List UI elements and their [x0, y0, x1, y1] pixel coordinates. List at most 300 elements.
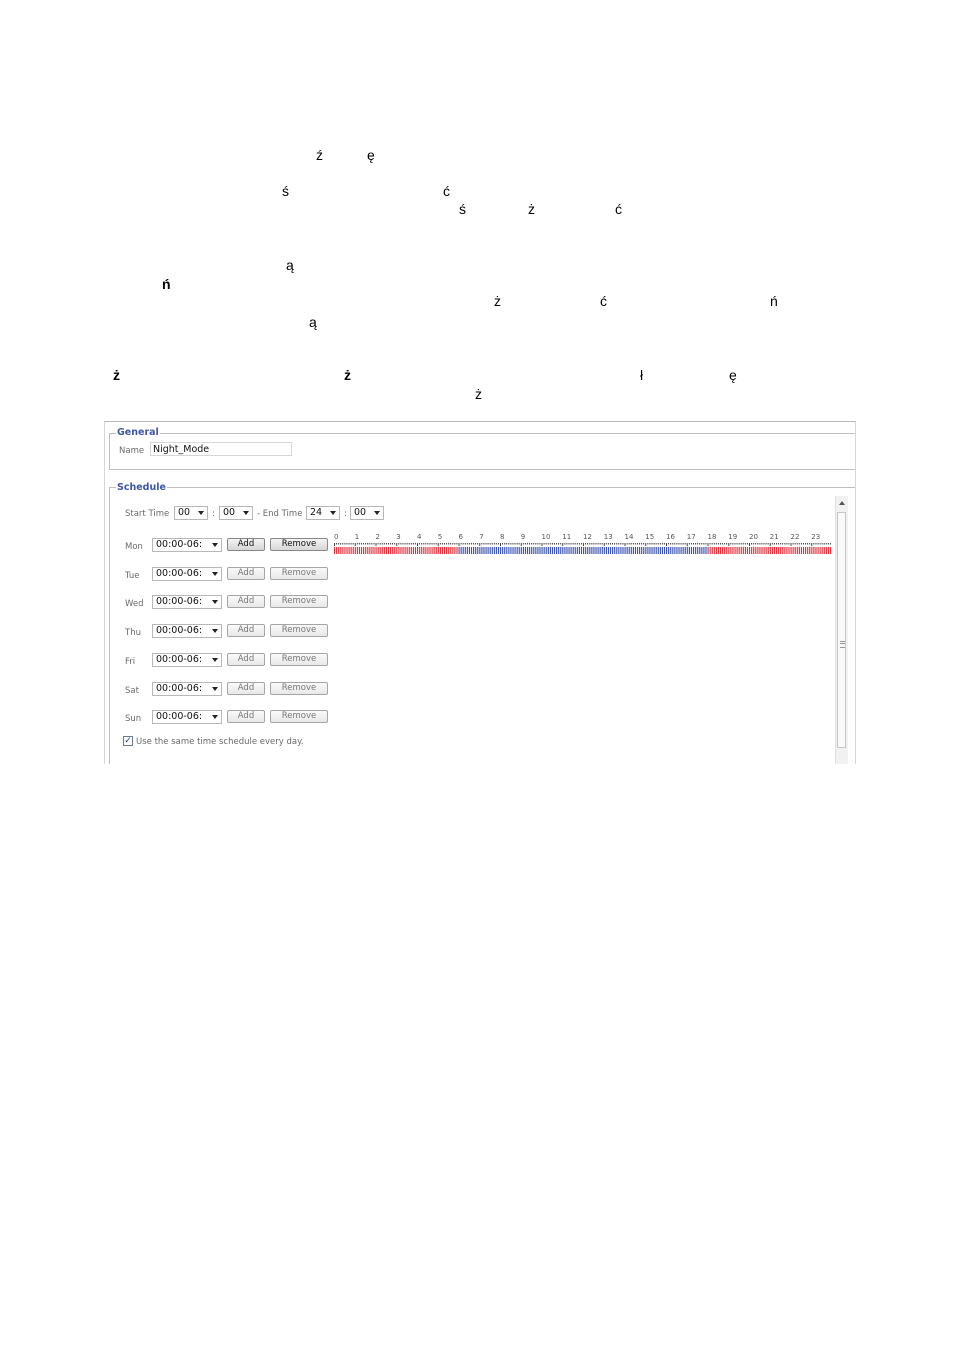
timeline-slot[interactable] [627, 547, 628, 554]
timeline-slot[interactable] [479, 547, 480, 554]
timeline-slot[interactable] [591, 547, 592, 554]
timeline-slot[interactable] [635, 547, 636, 554]
timeline-slot[interactable] [724, 547, 725, 554]
timeline-slot[interactable] [776, 547, 777, 554]
timeline-slot[interactable] [481, 547, 482, 554]
timeline-slot[interactable] [461, 547, 462, 554]
timeline-slot[interactable] [820, 547, 821, 554]
tue-add-button[interactable]: Add [227, 567, 265, 580]
timeline-slot[interactable] [359, 547, 360, 554]
timeline-slot[interactable] [803, 547, 804, 554]
timeline-slot[interactable] [730, 547, 731, 554]
timeline-slot[interactable] [805, 547, 806, 554]
timeline-slot[interactable] [759, 547, 760, 554]
timeline-slot[interactable] [693, 547, 694, 554]
timeline-slot[interactable] [780, 547, 781, 554]
timeline-slot[interactable] [554, 547, 555, 554]
timeline-slot[interactable] [440, 547, 441, 554]
timeline-slot[interactable] [459, 547, 460, 554]
timeline-tick [730, 543, 731, 545]
timeline-slot[interactable] [533, 547, 534, 554]
timeline-slot[interactable] [488, 547, 489, 554]
sun-remove-button[interactable]: Remove [270, 710, 328, 723]
timeline-slot[interactable] [442, 547, 443, 554]
timeline-slot[interactable] [342, 547, 343, 554]
timeline-slot[interactable] [705, 547, 706, 554]
day-label: Thu [125, 628, 141, 639]
timeline-slot[interactable] [367, 547, 368, 554]
hour-tick-label: 22 [790, 533, 800, 541]
timeline-slot[interactable] [782, 547, 783, 554]
timeline-slot[interactable] [612, 547, 613, 554]
timeline-slot[interactable] [813, 547, 814, 554]
timeline-slot[interactable] [666, 547, 667, 554]
timeline-slot[interactable] [485, 547, 486, 554]
timeline-slot[interactable] [349, 547, 350, 554]
timeline-tick [342, 543, 343, 545]
scrollbar-thumb[interactable] [837, 512, 846, 748]
timeline-slot[interactable] [515, 547, 516, 554]
timeline-slot[interactable] [502, 547, 503, 554]
timeline-slot[interactable] [388, 547, 389, 554]
timeline-slot[interactable] [614, 547, 615, 554]
timeline-slot[interactable] [564, 547, 565, 554]
timeline-slot[interactable] [376, 547, 377, 554]
timeline-slot[interactable] [407, 547, 408, 554]
wed-range-select[interactable] [152, 595, 222, 609]
timeline-slot[interactable] [751, 547, 752, 554]
timeline-slot[interactable] [720, 547, 721, 554]
timeline-slot[interactable] [651, 547, 652, 554]
timeline-slot[interactable] [469, 547, 470, 554]
timeline-slot[interactable] [579, 547, 580, 554]
fri-remove-button[interactable]: Remove [270, 653, 328, 666]
timeline-slot[interactable] [712, 547, 713, 554]
timeline-slot[interactable] [506, 547, 507, 554]
text-glyph: ć [615, 201, 622, 217]
timeline-slot[interactable] [496, 547, 497, 554]
timeline-slot[interactable] [577, 547, 578, 554]
timeline-slot[interactable] [604, 547, 605, 554]
timeline-slot[interactable] [371, 547, 372, 554]
timeline-tick [589, 543, 590, 545]
timeline-slot[interactable] [421, 547, 422, 554]
timeline-slot[interactable] [643, 547, 644, 554]
timeline-slot[interactable] [768, 547, 769, 554]
timeline-tick [631, 543, 632, 545]
sun-add-button[interactable]: Add [227, 710, 265, 723]
timeline-slot[interactable] [660, 547, 661, 554]
timeline-slot[interactable] [639, 547, 640, 554]
hour-tick-label: 18 [707, 533, 717, 541]
timeline-slot[interactable] [357, 547, 358, 554]
timeline-slot[interactable] [438, 547, 439, 554]
timeline-slot[interactable] [606, 547, 607, 554]
same-schedule-checkbox[interactable] [123, 736, 133, 746]
timeline-slot[interactable] [378, 547, 379, 554]
timeline-slot[interactable] [450, 547, 451, 554]
timeline-slot[interactable] [600, 547, 601, 554]
timeline-slot[interactable] [355, 547, 356, 554]
timeline-slot[interactable] [446, 547, 447, 554]
timeline-slot[interactable] [585, 547, 586, 554]
timeline-slot[interactable] [550, 547, 551, 554]
timeline-slot[interactable] [745, 547, 746, 554]
timeline-slot[interactable] [527, 547, 528, 554]
timeline-slot[interactable] [807, 547, 808, 554]
timeline-slot[interactable] [560, 547, 561, 554]
timeline-slot[interactable] [508, 547, 509, 554]
timeline-slot[interactable] [429, 547, 430, 554]
timeline-slot[interactable] [722, 547, 723, 554]
timeline-slot[interactable] [766, 547, 767, 554]
timeline-slot[interactable] [471, 547, 472, 554]
timeline-slot[interactable] [755, 547, 756, 554]
timeline-slot[interactable] [423, 547, 424, 554]
timeline-slot[interactable] [373, 547, 374, 554]
timeline-slot[interactable] [716, 547, 717, 554]
timeline-slot[interactable] [568, 547, 569, 554]
timeline-slot[interactable] [542, 547, 543, 554]
timeline-slot[interactable] [494, 547, 495, 554]
timeline-tick [732, 543, 733, 545]
timeline-tick [380, 543, 381, 545]
timeline-slot[interactable] [689, 547, 690, 554]
timeline-slot[interactable] [425, 547, 426, 554]
timeline-slot[interactable] [334, 547, 335, 554]
timeline-slot[interactable] [500, 547, 501, 554]
day-label: Wed [125, 599, 144, 610]
mon-add-button[interactable]: Add [227, 538, 265, 551]
timeline-slot[interactable] [602, 547, 603, 554]
timeline-tick [764, 543, 765, 545]
wed-add-button[interactable]: Add [227, 595, 265, 608]
timeline-slot[interactable] [492, 547, 493, 554]
fri-range-select[interactable] [152, 653, 222, 667]
timeline-slot[interactable] [637, 547, 638, 554]
timeline-tick [349, 543, 350, 545]
timeline-slot[interactable] [415, 547, 416, 554]
timeline-slot[interactable] [394, 547, 395, 554]
timeline-slot[interactable] [772, 547, 773, 554]
timeline-slot[interactable] [409, 547, 410, 554]
timeline-slot[interactable] [747, 547, 748, 554]
timeline-slot[interactable] [718, 547, 719, 554]
timeline-slot[interactable] [784, 547, 785, 554]
mon-remove-button[interactable]: Remove [270, 538, 328, 551]
timeline-slot[interactable] [622, 547, 623, 554]
timeline-slot[interactable] [620, 547, 621, 554]
timeline-tick [492, 543, 493, 545]
timeline-slot[interactable] [581, 547, 582, 554]
timeline-tick [531, 543, 532, 545]
timeline-slot[interactable] [465, 547, 466, 554]
timeline-slot[interactable] [691, 547, 692, 554]
timeline-slot[interactable] [625, 547, 626, 554]
timeline-slot[interactable] [764, 547, 765, 554]
timeline-slot[interactable] [664, 547, 665, 554]
timeline-slot[interactable] [631, 547, 632, 554]
timeline-slot[interactable] [571, 547, 572, 554]
timeline-slot[interactable] [413, 547, 414, 554]
timeline-slot[interactable] [380, 547, 381, 554]
timeline-slot[interactable] [795, 547, 796, 554]
wed-remove-button[interactable]: Remove [270, 595, 328, 608]
timeline-slot[interactable] [676, 547, 677, 554]
timeline-slot[interactable] [467, 547, 468, 554]
timeline-slot[interactable] [799, 547, 800, 554]
timeline-slot[interactable] [556, 547, 557, 554]
timeline-slot[interactable] [363, 547, 364, 554]
timeline-slot[interactable] [809, 547, 810, 554]
timeline-slot[interactable] [390, 547, 391, 554]
start-hour-select[interactable] [174, 506, 208, 520]
timeline-slot[interactable] [629, 547, 630, 554]
timeline-slot[interactable] [616, 547, 617, 554]
timeline-slot[interactable] [732, 547, 733, 554]
timeline-slot[interactable] [649, 547, 650, 554]
timeline-slot[interactable] [529, 547, 530, 554]
mon-range-select[interactable] [152, 538, 222, 552]
timeline-slot[interactable] [741, 547, 742, 554]
timeline-tick [645, 543, 646, 546]
timeline-tick [647, 543, 648, 545]
timeline-tick [502, 543, 503, 545]
timeline-tick [367, 543, 368, 545]
timeline-slot[interactable] [761, 547, 762, 554]
timeline-slot[interactable] [589, 547, 590, 554]
end-minute-select[interactable] [350, 506, 384, 520]
timeline-slot[interactable] [683, 547, 684, 554]
timeline-slot[interactable] [417, 547, 418, 554]
timeline-slot[interactable] [786, 547, 787, 554]
timeline-slot[interactable] [757, 547, 758, 554]
timeline-slot[interactable] [593, 547, 594, 554]
timeline-slot[interactable] [566, 547, 567, 554]
timeline-slot[interactable] [587, 547, 588, 554]
scroll-up-arrow-icon[interactable] [839, 501, 845, 505]
timeline-slot[interactable] [400, 547, 401, 554]
timeline-slot[interactable] [815, 547, 816, 554]
timeline-slot[interactable] [544, 547, 545, 554]
timeline-slot[interactable] [774, 547, 775, 554]
timeline-slot[interactable] [678, 547, 679, 554]
timeline-slot[interactable] [830, 547, 831, 554]
timeline-slot[interactable] [340, 547, 341, 554]
sun-range-select[interactable] [152, 710, 222, 724]
timeline-slot[interactable] [695, 547, 696, 554]
timeline-slot[interactable] [432, 547, 433, 554]
timeline-slot[interactable] [699, 547, 700, 554]
timeline-slot[interactable] [369, 547, 370, 554]
timeline-slot[interactable] [793, 547, 794, 554]
sat-remove-button[interactable]: Remove [270, 682, 328, 695]
timeline-slot[interactable] [737, 547, 738, 554]
timeline-slot[interactable] [452, 547, 453, 554]
timeline-slot[interactable] [419, 547, 420, 554]
timeline-slot[interactable] [583, 547, 584, 554]
range-value: 00:00-06: [156, 539, 203, 550]
timeline-slot[interactable] [749, 547, 750, 554]
tue-remove-button[interactable]: Remove [270, 567, 328, 580]
timeline-slot[interactable] [672, 547, 673, 554]
timeline-slot[interactable] [436, 547, 437, 554]
timeline-slot[interactable] [703, 547, 704, 554]
fri-add-button[interactable]: Add [227, 653, 265, 666]
timeline-slot[interactable] [681, 547, 682, 554]
tue-range-select[interactable] [152, 567, 222, 581]
timeline-slot[interactable] [687, 547, 688, 554]
timeline-slot[interactable] [728, 547, 729, 554]
timeline-slot[interactable] [498, 547, 499, 554]
timeline-slot[interactable] [535, 547, 536, 554]
timeline-slot[interactable] [668, 547, 669, 554]
timeline-slot[interactable] [674, 547, 675, 554]
timeline-slot[interactable] [510, 547, 511, 554]
timeline-slot[interactable] [444, 547, 445, 554]
timeline-slot[interactable] [662, 547, 663, 554]
timeline-slot[interactable] [633, 547, 634, 554]
timeline-slot[interactable] [402, 547, 403, 554]
timeline-slot[interactable] [392, 547, 393, 554]
timeline-slot[interactable] [490, 547, 491, 554]
timeline-slot[interactable] [801, 547, 802, 554]
timeline-slot[interactable] [537, 547, 538, 554]
timeline-tick [701, 543, 702, 545]
timeline-slot[interactable] [384, 547, 385, 554]
timeline-slot[interactable] [456, 547, 457, 554]
timeline-slot[interactable] [382, 547, 383, 554]
timeline-slot[interactable] [645, 547, 646, 554]
timeline-slot[interactable] [531, 547, 532, 554]
thu-range-select[interactable] [152, 624, 222, 638]
timeline-slot[interactable] [743, 547, 744, 554]
timeline-slot[interactable] [573, 547, 574, 554]
start-minute-select[interactable] [219, 506, 253, 520]
timeline-tick [552, 543, 553, 545]
timeline-slot[interactable] [811, 547, 812, 554]
thu-add-button[interactable]: Add [227, 624, 265, 637]
timeline-slot[interactable] [710, 547, 711, 554]
timeline-slot[interactable] [539, 547, 540, 554]
timeline-slot[interactable] [797, 547, 798, 554]
timeline-slot[interactable] [548, 547, 549, 554]
timeline-slot[interactable] [365, 547, 366, 554]
hour-tick-label: 5 [437, 533, 443, 541]
timeline-slot[interactable] [791, 547, 792, 554]
timeline-slot[interactable] [338, 547, 339, 554]
timeline-slot[interactable] [361, 547, 362, 554]
timeline-slot[interactable] [828, 547, 829, 554]
timeline-slot[interactable] [826, 547, 827, 554]
timeline-slot[interactable] [396, 547, 397, 554]
timeline-slot[interactable] [708, 547, 709, 554]
timeline-slot[interactable] [351, 547, 352, 554]
timeline-slot[interactable] [344, 547, 345, 554]
name-input[interactable]: Night_Mode [150, 442, 292, 456]
timeline-slot[interactable] [405, 547, 406, 554]
sat-add-button[interactable]: Add [227, 682, 265, 695]
timeline-slot[interactable] [546, 547, 547, 554]
checkmark-icon: ✓ [124, 736, 132, 746]
timeline-slot[interactable] [647, 547, 648, 554]
timeline-tick [568, 543, 569, 545]
timeline-slot[interactable] [475, 547, 476, 554]
timeline-slot[interactable] [477, 547, 478, 554]
chevron-down-icon [374, 511, 380, 515]
sat-range-select[interactable] [152, 682, 222, 696]
timeline-slot[interactable] [753, 547, 754, 554]
timeline-slot[interactable] [521, 547, 522, 554]
timeline-slot[interactable] [788, 547, 789, 554]
timeline-tick [376, 543, 377, 546]
timeline-slot[interactable] [739, 547, 740, 554]
timeline-tick [683, 543, 684, 545]
timeline-slot[interactable] [656, 547, 657, 554]
timeline-slot[interactable] [701, 547, 702, 554]
timeline-slot[interactable] [658, 547, 659, 554]
timeline-slot[interactable] [353, 547, 354, 554]
timeline-slot[interactable] [483, 547, 484, 554]
timeline-slot[interactable] [670, 547, 671, 554]
timeline-slot[interactable] [386, 547, 387, 554]
timeline-slot[interactable] [512, 547, 513, 554]
timeline-slot[interactable] [778, 547, 779, 554]
timeline-slot[interactable] [770, 547, 771, 554]
timeline-slot[interactable] [641, 547, 642, 554]
scrollbar[interactable] [835, 496, 848, 764]
timeline-slot[interactable] [454, 547, 455, 554]
timeline-slot[interactable] [411, 547, 412, 554]
timeline-slot[interactable] [398, 547, 399, 554]
timeline-slot[interactable] [523, 547, 524, 554]
timeline-slot[interactable] [525, 547, 526, 554]
timeline-slot[interactable] [504, 547, 505, 554]
timeline-slot[interactable] [697, 547, 698, 554]
thu-remove-button[interactable]: Remove [270, 624, 328, 637]
timeline-slot[interactable] [714, 547, 715, 554]
timeline-slot[interactable] [610, 547, 611, 554]
timeline-slot[interactable] [346, 547, 347, 554]
timeline-slot[interactable] [448, 547, 449, 554]
timeline-slot[interactable] [726, 547, 727, 554]
timeline-slot[interactable] [618, 547, 619, 554]
timeline-slot[interactable] [519, 547, 520, 554]
end-hour-select[interactable] [306, 506, 340, 520]
timeline-slot[interactable] [608, 547, 609, 554]
timeline-slot[interactable] [562, 547, 563, 554]
timeline-slot[interactable] [336, 547, 337, 554]
timeline-slot[interactable] [558, 547, 559, 554]
timeline-tick [361, 543, 362, 545]
timeline-slot[interactable] [575, 547, 576, 554]
timeline-slot[interactable] [598, 547, 599, 554]
timeline-slot[interactable] [473, 547, 474, 554]
timeline-slot[interactable] [734, 547, 735, 554]
timeline-slot[interactable] [654, 547, 655, 554]
timeline-slot[interactable] [434, 547, 435, 554]
timeline-slot[interactable] [685, 547, 686, 554]
timeline-slot[interactable] [427, 547, 428, 554]
timeline-slot[interactable] [595, 547, 596, 554]
timeline-slot[interactable] [822, 547, 823, 554]
timeline-slot[interactable] [552, 547, 553, 554]
timeline-slot[interactable] [824, 547, 825, 554]
timeline-slot[interactable] [817, 547, 818, 554]
timeline-tick [703, 543, 704, 545]
timeline-slot[interactable] [517, 547, 518, 554]
timeline-slot[interactable] [463, 547, 464, 554]
